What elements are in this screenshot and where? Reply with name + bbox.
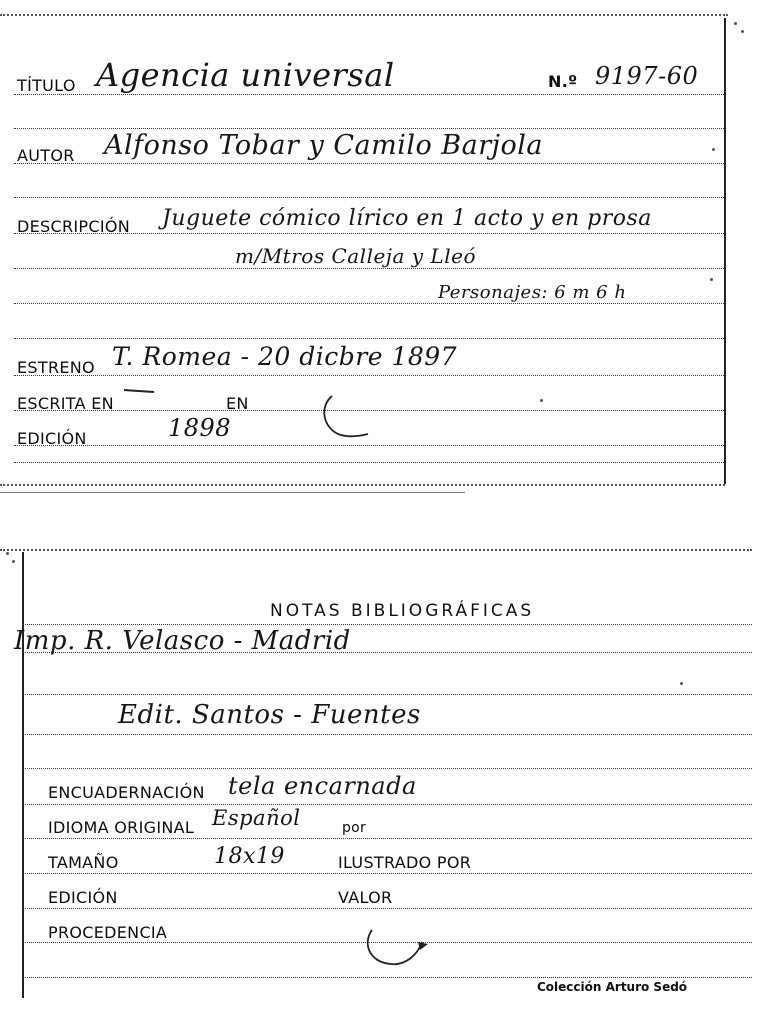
card-left-border: [22, 552, 24, 998]
rule-line: [22, 768, 752, 769]
titulo-value: Agencia universal: [96, 56, 395, 94]
rule-line: [14, 94, 724, 95]
paper-speck: [710, 278, 713, 281]
rule-line: [22, 694, 752, 695]
paper-speck: [6, 552, 9, 555]
card-bottom-edge: [22, 977, 752, 978]
numero-value: 9197-60: [595, 62, 699, 90]
card-top-edge: [0, 14, 728, 16]
card-bottom-edge: [0, 484, 725, 486]
paper-speck: [680, 682, 683, 685]
titulo-label: TÍTULO: [17, 76, 76, 95]
tamano-value: 18x19: [214, 844, 285, 869]
rule-line: [14, 128, 724, 129]
descripcion-line1: Juguete cómico lírico en 1 acto y en prosa: [162, 206, 652, 231]
catalog-card-top: [0, 0, 759, 500]
edicion-label: EDICIÓN: [48, 888, 118, 907]
rule-line: [14, 268, 724, 269]
idioma-value: Español: [212, 806, 301, 830]
rule-line: [22, 908, 752, 909]
encuadernacion-value: tela encarnada: [228, 772, 417, 800]
descripcion-line2: m/Mtros Calleja y Lleó: [235, 244, 476, 268]
paper-speck: [712, 148, 715, 151]
rule-line: [22, 873, 752, 874]
catalog-card-bottom: [0, 540, 759, 1028]
pencil-mark: [318, 390, 378, 445]
descripcion-line3: Personajes: 6 m 6 h: [438, 282, 627, 303]
rule-line: [22, 734, 752, 735]
card-bottom-tear: [0, 492, 465, 493]
paper-speck: [741, 30, 744, 33]
valor-label: VALOR: [338, 888, 393, 907]
procedencia-label: PROCEDENCIA: [48, 923, 168, 942]
encuadernacion-label: ENCUADERNACIÓN: [48, 783, 205, 802]
rule-line: [14, 163, 724, 164]
paper-speck: [540, 399, 543, 402]
rule-line: [22, 838, 752, 839]
rule-line: [22, 624, 752, 625]
notas-heading: NOTAS BIBLIOGRÁFICAS: [270, 601, 535, 621]
escrita-label: ESCRITA EN: [17, 394, 114, 413]
nota-line2: Edit. Santos - Fuentes: [118, 700, 421, 730]
autor-label: AUTOR: [17, 146, 75, 165]
ilustrado-label: ILUSTRADO POR: [338, 853, 472, 872]
rule-line: [22, 804, 752, 805]
en-label: EN: [226, 394, 249, 413]
tamano-label: TAMAÑO: [48, 853, 119, 872]
nota-line1: Imp. R. Velasco - Madrid: [14, 626, 351, 656]
rule-line: [14, 445, 724, 446]
idioma-label: IDIOMA ORIGINAL: [48, 818, 195, 837]
rule-line: [14, 462, 724, 463]
descripcion-label: DESCRIPCIÓN: [17, 217, 130, 236]
rule-line: [14, 197, 724, 198]
estreno-label: ESTRENO: [17, 358, 95, 377]
rule-line: [14, 375, 724, 376]
paper-speck: [12, 560, 15, 563]
edicion-label: EDICIÓN: [17, 429, 87, 448]
edicion-value: 1898: [168, 414, 232, 442]
pencil-mark: [360, 924, 440, 974]
rule-line: [14, 303, 724, 304]
card-right-border: [724, 18, 726, 484]
por-label: por: [342, 820, 367, 836]
card-top-edge: [0, 549, 752, 551]
paper-speck: [734, 22, 737, 25]
numero-label: N.º: [548, 72, 578, 91]
tick-mark: [120, 384, 160, 396]
estreno-value: T. Romea - 20 dicbre 1897: [112, 342, 458, 371]
autor-value: Alfonso Tobar y Camilo Barjola: [104, 130, 544, 161]
rule-line: [14, 338, 724, 339]
collection-footer: Colección Arturo Sedó: [537, 980, 688, 994]
